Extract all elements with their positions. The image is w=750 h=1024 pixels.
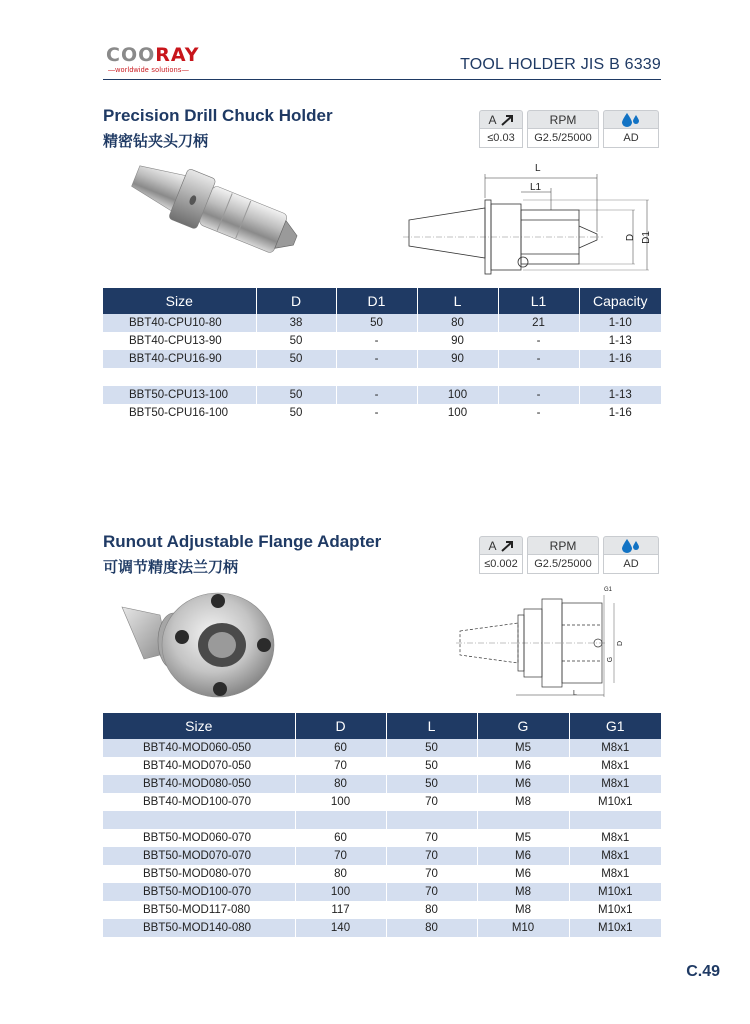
table-cell: - <box>498 404 579 422</box>
table-cell: 80 <box>295 775 386 793</box>
table-row <box>103 404 661 422</box>
coolant-spec: AD <box>603 536 659 574</box>
logo-tagline: —worldwide solutions— <box>108 67 189 74</box>
table-cell: M8x1 <box>569 829 661 847</box>
table-cell: 90 <box>417 350 498 368</box>
flange-adapter-size-table <box>103 713 661 937</box>
size-cell: BBT40-CPU13-90 <box>103 332 256 350</box>
table-cell: M6 <box>477 775 569 793</box>
size-cell: BBT50-CPU13-100 <box>103 386 256 404</box>
table-cell: 70 <box>386 829 477 847</box>
table-cell: 1-16 <box>579 404 661 422</box>
table-cell: 70 <box>386 793 477 811</box>
rpm-spec: RPM G2.5/25000 <box>527 110 599 148</box>
runout-spec: A ≤0.03 <box>479 110 523 148</box>
table-cell <box>386 811 477 829</box>
table-cell: M8 <box>477 793 569 811</box>
table-header-row <box>103 288 661 314</box>
table-cell: 1-16 <box>579 350 661 368</box>
table-cell: M8x1 <box>569 865 661 883</box>
table-cell: M8x1 <box>569 739 661 757</box>
column-header: D <box>295 713 386 739</box>
size-cell: BBT50-MOD140-080 <box>103 919 295 937</box>
size-cell: BBT50-MOD070-070 <box>103 847 295 865</box>
rpm-spec: RPM G2.5/25000 <box>527 536 599 574</box>
column-header: Capacity <box>579 288 661 314</box>
table-cell: - <box>336 404 417 422</box>
column-header: G <box>477 713 569 739</box>
brand-logo <box>106 44 226 80</box>
table-row <box>103 332 661 350</box>
table-cell: 100 <box>417 404 498 422</box>
table-cell <box>569 811 661 829</box>
table-cell: 100 <box>417 386 498 404</box>
table-cell <box>498 368 579 386</box>
table-cell: 50 <box>386 757 477 775</box>
size-cell: BBT40-MOD100-070 <box>103 793 295 811</box>
drill-chuck-drawing <box>403 162 665 280</box>
table-row <box>103 775 661 793</box>
drawing-label-D1: D1 <box>640 231 652 244</box>
table-cell: 70 <box>295 757 386 775</box>
table-row <box>103 368 661 386</box>
table-cell: M10 <box>477 919 569 937</box>
drawing-label-G1: G1 <box>604 587 613 593</box>
table-cell: M5 <box>477 829 569 847</box>
table-cell: 80 <box>417 314 498 332</box>
table-row <box>103 811 661 829</box>
table-cell: 70 <box>386 865 477 883</box>
table-cell <box>417 368 498 386</box>
table-cell: M10x1 <box>569 793 661 811</box>
table-cell <box>256 368 336 386</box>
column-header: Size <box>103 713 295 739</box>
table-cell: M8 <box>477 901 569 919</box>
table-cell <box>477 811 569 829</box>
drawing-label-L1: L1 <box>530 182 542 193</box>
coolant-drops-icon <box>621 112 641 127</box>
table-cell: 60 <box>295 829 386 847</box>
drawing-label-D: D <box>617 640 625 647</box>
section1-spec-boxes <box>479 110 659 148</box>
column-header: L1 <box>498 288 579 314</box>
table-cell: 50 <box>256 350 336 368</box>
logo-wordmark: COO RAY <box>106 44 200 66</box>
table-row <box>103 793 661 811</box>
table-cell: - <box>498 332 579 350</box>
column-header: Size <box>103 288 256 314</box>
coolant-spec: AD <box>603 110 659 148</box>
table-row <box>103 386 661 404</box>
section1-title: Precision Drill Chuck Holder <box>103 106 333 125</box>
table-cell <box>336 368 417 386</box>
table-row <box>103 919 661 937</box>
flange-adapter-photo <box>114 585 284 703</box>
table-cell: 117 <box>295 901 386 919</box>
header-divider <box>103 79 661 80</box>
size-cell: BBT50-MOD100-070 <box>103 883 295 901</box>
table-cell: 50 <box>336 314 417 332</box>
drawing-label-L: L <box>573 690 577 697</box>
table-cell: 140 <box>295 919 386 937</box>
table-cell: 90 <box>417 332 498 350</box>
drawing-label-G: G <box>607 656 615 663</box>
drill-chuck-size-table <box>103 288 661 422</box>
table-cell: 21 <box>498 314 579 332</box>
section1-subtitle: 精密钻夹头刀柄 <box>103 132 209 150</box>
table-cell: M6 <box>477 847 569 865</box>
size-cell: BBT50-MOD080-070 <box>103 865 295 883</box>
table-cell: 50 <box>386 739 477 757</box>
table-row <box>103 883 661 901</box>
table-cell: 80 <box>386 901 477 919</box>
size-cell: BBT40-MOD080-050 <box>103 775 295 793</box>
table-cell: 80 <box>386 919 477 937</box>
table-cell <box>295 811 386 829</box>
size-cell: BBT50-MOD117-080 <box>103 901 295 919</box>
catalog-header-title: TOOL HOLDER JIS B 6339 <box>460 56 661 73</box>
runout-arrow-icon <box>500 114 514 126</box>
column-header: D <box>256 288 336 314</box>
size-cell <box>103 368 256 386</box>
section2-title: Runout Adjustable Flange Adapter <box>103 532 382 551</box>
table-cell: M6 <box>477 865 569 883</box>
table-cell: M5 <box>477 739 569 757</box>
runout-spec: A ≤0.002 <box>479 536 523 574</box>
table-cell: 50 <box>386 775 477 793</box>
table-row <box>103 865 661 883</box>
coolant-drops-icon <box>621 538 641 553</box>
column-header: G1 <box>569 713 661 739</box>
size-cell <box>103 811 295 829</box>
table-cell: 70 <box>295 847 386 865</box>
page-number: C.49 <box>686 963 720 980</box>
table-cell: M10x1 <box>569 901 661 919</box>
size-cell: BBT40-MOD070-050 <box>103 757 295 775</box>
table-cell: 1-13 <box>579 332 661 350</box>
table-cell: 100 <box>295 793 386 811</box>
table-cell: 70 <box>386 883 477 901</box>
size-cell: BBT50-MOD060-070 <box>103 829 295 847</box>
table-cell: 50 <box>256 386 336 404</box>
column-header: D1 <box>336 288 417 314</box>
table-cell: - <box>336 332 417 350</box>
column-header: L <box>386 713 477 739</box>
table-row <box>103 350 661 368</box>
table-cell: M10x1 <box>569 883 661 901</box>
section2-spec-boxes <box>479 536 659 574</box>
table-cell: 80 <box>295 865 386 883</box>
section2-subtitle: 可调节精度法兰刀柄 <box>103 558 239 576</box>
table-row <box>103 757 661 775</box>
table-cell: 1-10 <box>579 314 661 332</box>
table-cell: 50 <box>256 332 336 350</box>
table-row <box>103 739 661 757</box>
table-cell: M10x1 <box>569 919 661 937</box>
drawing-label-L: L <box>535 163 541 174</box>
drill-chuck-holder-photo <box>112 155 304 277</box>
size-cell: BBT40-MOD060-050 <box>103 739 295 757</box>
table-cell: 100 <box>295 883 386 901</box>
size-cell: BBT50-CPU16-100 <box>103 404 256 422</box>
table-cell: 1-13 <box>579 386 661 404</box>
table-cell: - <box>336 386 417 404</box>
table-row <box>103 901 661 919</box>
table-header-row <box>103 713 661 739</box>
table-row <box>103 847 661 865</box>
table-cell: 70 <box>386 847 477 865</box>
table-cell: M8x1 <box>569 847 661 865</box>
table-cell <box>579 368 661 386</box>
table-row <box>103 829 661 847</box>
column-header: L <box>417 288 498 314</box>
table-cell: 60 <box>295 739 386 757</box>
table-cell: - <box>498 386 579 404</box>
table-cell: M8 <box>477 883 569 901</box>
table-cell: M8x1 <box>569 775 661 793</box>
table-cell: - <box>336 350 417 368</box>
table-cell: 50 <box>256 404 336 422</box>
size-cell: BBT40-CPU10-80 <box>103 314 256 332</box>
flange-adapter-drawing <box>456 585 628 703</box>
table-row <box>103 314 661 332</box>
runout-arrow-icon <box>500 540 514 552</box>
table-cell: 38 <box>256 314 336 332</box>
table-cell: M6 <box>477 757 569 775</box>
drawing-label-D: D <box>625 233 637 242</box>
table-cell: - <box>498 350 579 368</box>
table-cell: M8x1 <box>569 757 661 775</box>
size-cell: BBT40-CPU16-90 <box>103 350 256 368</box>
